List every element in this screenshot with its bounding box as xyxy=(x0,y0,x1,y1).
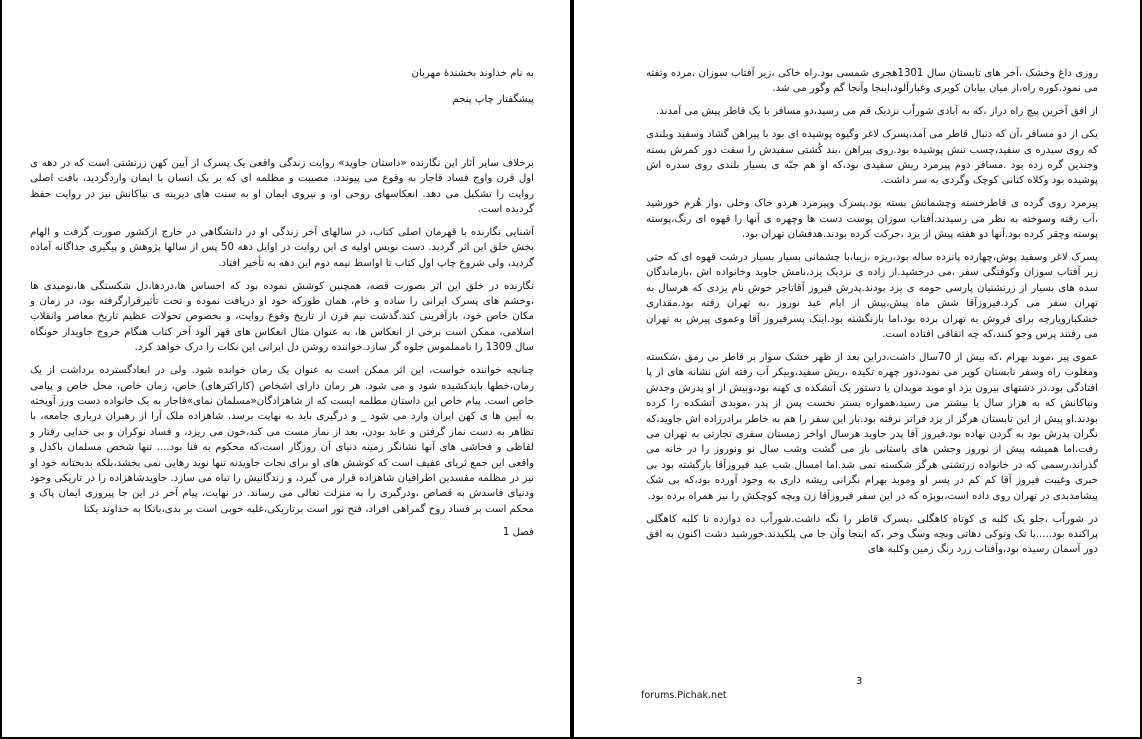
preface-paragraph: نگارنده در خلق این اثر بصورت قصه، همچنین کوشش نموده بود که احساس ها،دردها،دل شکستگی ها،نومیدی ها ،وخشم های پسرک ایرانی را ساده و خام، همان طورکه خود او دریافت نموده و تحت تأثیرقرارگرفته بود، در زمان و مکان خاص خود، بازآفرینی کند.گذشت نیم قرن از تاریخ وقوع روایت، و بخصوص تحولات عظیم تاریخ معاصر وانقلاب اسلامی، ممکن است برخی از انعکاس ها، به عنوان مثال انعکاس های قهر آلود آخر کتاب هنگام خروج جاویداز خونگاه سال 1309 را نامملموس جلوه گر سازد.خواننده روشن دل ایرانی این نکات را درک خواهد کرد. xyxy=(30,280,534,354)
preface-paragraph: برخلاف سایر آثار این نگارنده «داستان جاوید» روایت زندگی واقعی یک پسرک از آیین کهن زرتشتی است که در دهه ی اول قرن واوج فساد قاجار به وقوع می پیوندد. مصیبت و مظلمه ای که بر یک انسان با ایمان واردگردید، بافت اصلی روایت را تشکیل می دهد. انعکاسهای روحی او، و نیروی ایمان او به سنت های دیرینه ی نیاکانش نیز در روایت حفظ گردیده است. xyxy=(30,157,534,216)
right-page-body xyxy=(646,66,1098,565)
section-gap xyxy=(30,119,534,156)
story-paragraph: عموی پیر ،موبد بهرام ،که بیش از 70سال داشت،دراین بعد از ظهر خشک سوار بر قاطر بی رمق ،شکسته ومغلوب راه وسفر تابستان کویر می نمود،دور چهره تکیده ،ریش سفید،وبیکر آب رفته اش نشانه های از پا افتادگی بود.در دشتهای بیرون یزد او موبد موبدان یا دستور یک آتشکده ی کهنه بود،وبیش از او پدرش وجدش ونیاکانش که به هزار سال یا بیشتر می رسید،همواره بستر نخست پس از پدر ،موبدی آتشکده را کرده بودند.او پیش از این تابستان هرگز از یزد فراتر نرفته بود.بار این سفر را هم به خاطر برادرزاده اش جاوید،که نگران پدرش بود به گردن نهاده بود.فیروز آقا پدر جاوید هرسال اواخر زمستان سفری تجارتی به تهران می رفت،اما همیشه پیش از نوروز وجشن های باستانی باز می گشت وشب سال نو ونوروز را در خانه می گذراند،رسمی که در خانواده زرتشتی هرگز شکسته نمی شد.اما امسال شب عید فیروزآقا بازگشته بود بی خبری وغیبت فیروز آقا کم کم در پسر او وموبد بهرام نگرانی ریشه داری به وجود آورده بود،که بی شک پیشامدبدی در تهران روی داده است،بویژه که در این سفر فیروزآقا زن وبچه کوچکش را نیز همراه برده بود. xyxy=(646,352,1098,502)
preface-title: پیشگفتار چاپ پنجم xyxy=(452,94,534,106)
left-page xyxy=(0,0,570,737)
preface-paragraph: چنانچه خواننده خواست، این اثر ممکن است به عنوان یک رمان خوانده شود. ولی در ابعادگسترده برداشت از یک رمان،خطها بایدکشیده شود و می شود. هر رمان دارای اشخاص (کاراکترهای) خاص، زمان خاص، محل خاص و پیامی خاص است. پیام خاص این داستان مطلمه ایست که از شاهزادگان«مسلمان نمای»قاجار به یک خانواده دست ورز آویخته به آیین ها ی کهن ایران وارد می شود _ و درگیری باید به نهایت برسد. شاهزاده ملک آرا از رهبران درباری جامعه، با تظاهر به دست نماز گرفتن و عابد بودن، بعد از نماز مست می کند،خون می ریزد، و فساد نوکران و بی خدایی رفتار و لفاظی و فحاشی های آنها نشانگر زمینه دنیای آن روزگار است،که محکوم به فنا بود.... تنها شخص مسلمان باکدل و واقعی این جمع ثریای عفیف است که کوشش های او برای نجات جاویدنه تنها نوید رهایی نمی بخشد،بلکه بدبختانه خود او نیز در مظلمه مفسدین اطرافیان شاهزاده قرار می گیرد، و زندگانیش را تباه می سازد. جاویدشاهزاده را در تاریکی وجود ودنیای فاسدش به قصاص ،ودرگیری را به منزلت تعالی می رساند. در نهایت، پیام آخر در این جا پیروزی ایمان پاک و محکم است بر فساد روح گمراهی افراد، فتح نور است برتاریکی،غلبه خوبی است بر بدی،باتکا به خداوند یکتا xyxy=(30,365,534,515)
chapter-label: فصل 1 xyxy=(502,526,534,538)
story-paragraph: روزی داغ وخشک ،آخر های تابستان سال 1301هجری شمسی بود.راه خاکی ،زیر آفتاب سوزان ،مرده وتفته می نمود.کوره راه،از میان بیابان کویری وغبارآلود،اینجا وآنجا گم وگور می شد. xyxy=(646,68,1098,95)
left-page-body xyxy=(30,66,534,548)
footer-link[interactable]: forums.Pichak.net xyxy=(641,690,727,701)
story-paragraph: پسرک لاغر وسفید پوش،چهارده پانزده ساله بود،ریزه ،زیبا،با چشمانی بسیار بسیار درشت قهوه ای که حتی زیر آفتاب سوزان وکوفتگی سفر ،می درخشید.از زاده ی نزدیک یزد،نامش جاوید وخانواده اش ،بازماندگان سده های بسیار از زرتشتیان پارسی حومه ی یزد بودند.پدرش فیروز آقاتاجر خوش نام یزدی که هرسال به تهران سفر می کرد.فیروزآقا شش ماه پیش،پیش از ایام عید نوروز ،به تهران رفته بود.مقداری خشکبارویارچه برای فروش به تهران برده بود،اما بازنگشته بود.اینک پسرفیروز آقا وعموی پیرش به تهران می رفتند پرس وجو کنند،که چه اتفاقی افتاده است. xyxy=(646,252,1098,341)
story-paragraph: یکی از دو مسافر ،آن که دنبال قاطر می آمد،پسرک لاغر وگیوه پوشیده ای بود با پیراهن گشاد وسفید وبلندی که روی سیدره ی سفید،چسب تنش پوشیده بود.روی پیراهن ،بند کُشتی سفیدش را سفت دور کمرش بسته وجندین گره زده بود .مسافر دوم پیرمرد ریش سفیدی بود،که او هم جبّه ی بسیار بلندی روی سدره اش پوشیده بود وکلاه کتانی کوچک وگردی به سر داشت. xyxy=(646,129,1098,187)
story-paragraph: در شوراًب ،جلو یک کلبه ی کوتاه کاهگلی ،پسرک قاطر را نگه داشت.شوراًب ده دوازده تا کلبه کاهگلی پراکنده بود.....با تک وتوکی دهاتی وبچه وسگ وخر ،که اینجا وآن جا می پلکیدند.خورشید دشت اکنون به افق دور آسمان رسیده بود،وآفتاب زرد رنگ زمین وکلبه های xyxy=(646,513,1098,556)
basmala: به نام خداوند بخشندهٔ مهربان xyxy=(411,68,534,79)
right-page xyxy=(574,0,1142,737)
page-number: 3 xyxy=(856,676,863,687)
preface-paragraph: آشنایی نگارنده با قهرمان اصلی کتاب، در سالهای آخر زندگی او در دانشگاهی در خارج ازکشور صورت گرفت و الهام بخش خلق این اثر گردید. دست نویس اولیه ی این روایت در اوایل دهه 50 پس از سالها پژوهش و پیگیری جداگانه آماده گردید، ولی شروع چاپ اول کتاب تا اواسط نیمه دوم این دهه به تأخیر افتاد. xyxy=(30,226,534,269)
story-paragraph: پیرمرد روی گرده ی قاطرخسته وچشمانش بسته بود.پسرک وپیرمرد هردو خاک وخلی ،واز هُرم خورشید ،آب رفته وسوخته به نظر می رسیدند.آفتاب سوزان پوست دست ها وچهره ی آنها را قهوه ای رنگ،پوسته پوسته وچقر کرده بود.آنها دو هفته پیش از یزد ،حرکت کرده بودند.هدفشان تهران بود. xyxy=(646,198,1098,241)
story-paragraph: از افق آخرین پیچ راه دراز ،که به آبادی شوراًب نزدیک قم می رسید،دو مسافر با یک قاطر پیش می آمدند. xyxy=(656,106,1098,118)
